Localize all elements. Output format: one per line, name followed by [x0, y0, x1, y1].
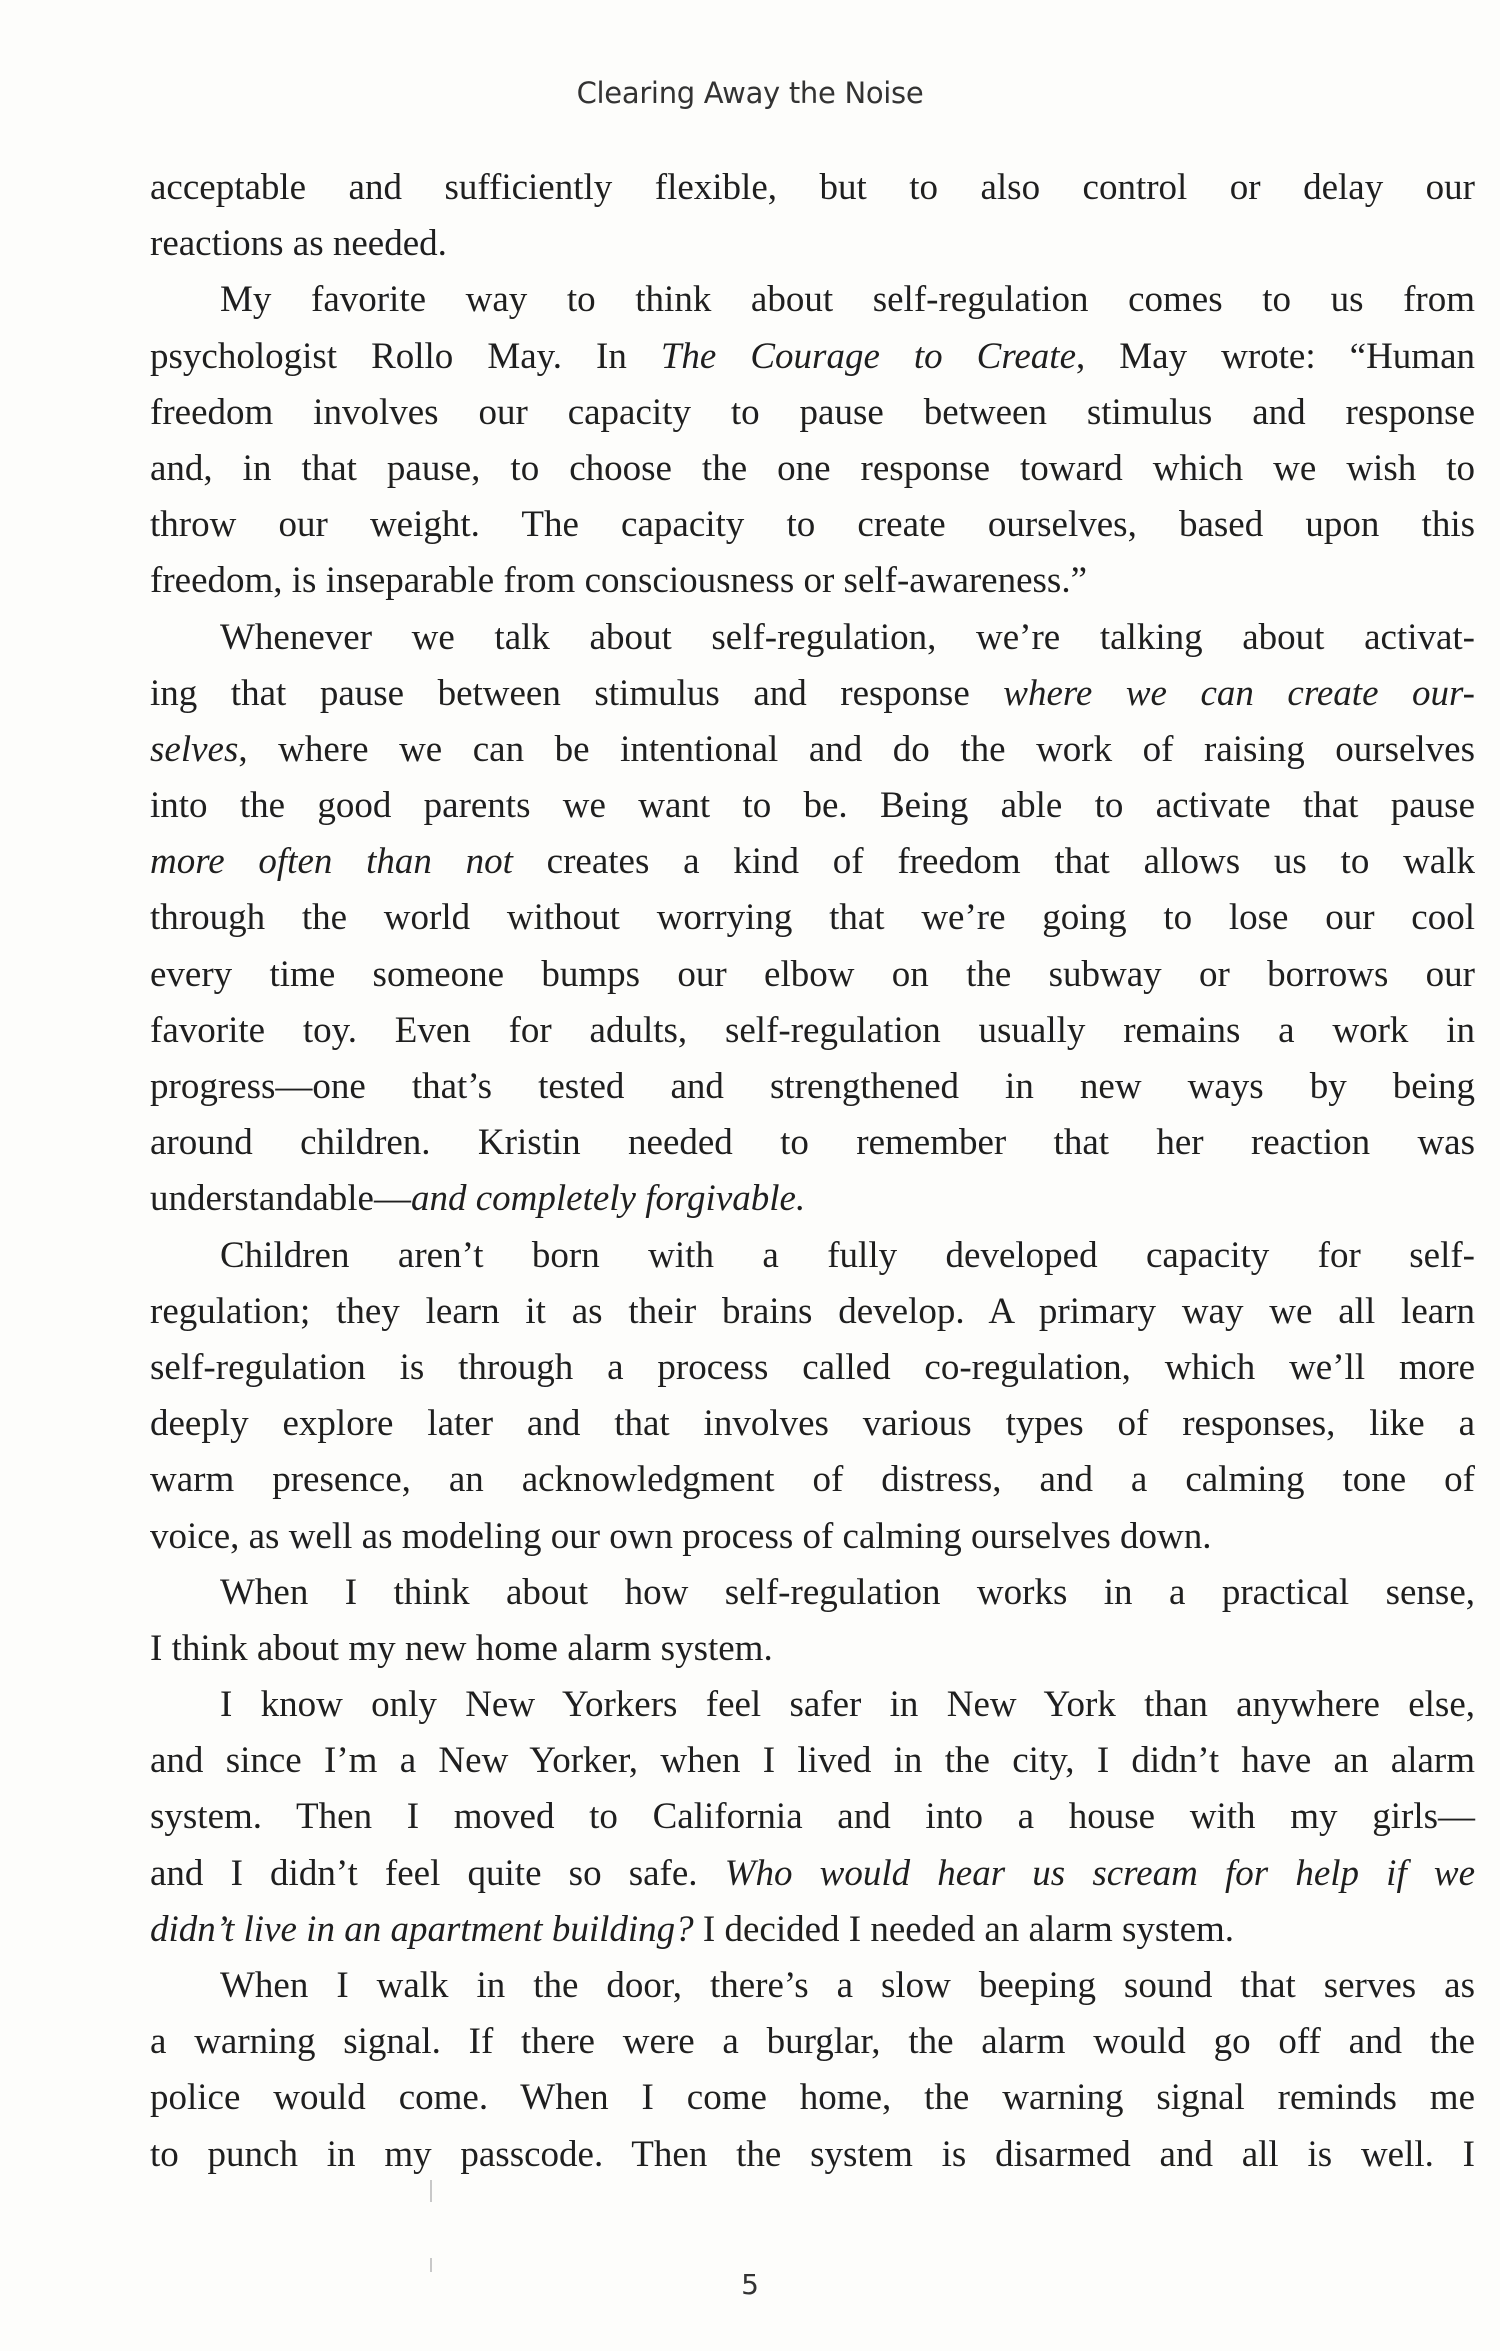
text-segment: When I walk in the door, there’s a slow beeping sound that serves as [220, 1965, 1475, 2006]
text-line [150, 722, 1475, 778]
text-segment: through the world without worrying that we’re going to lose our cool [150, 897, 1475, 939]
text-line [150, 553, 1475, 609]
text-line [150, 1171, 1475, 1227]
text-segment: I decided I needed an alarm system. [693, 1908, 1235, 1950]
text-segment: into the good parents we want to be. Being able to activate that pause [150, 785, 1475, 827]
text-segment: regulation; they learn it as their brains develop. A primary way we all learn [150, 1290, 1475, 1332]
text-line [150, 1284, 1475, 1340]
text-segment: system. Then I moved to California and into a house with my girls— [150, 1796, 1475, 1838]
text-line [150, 890, 1475, 946]
italic-text: where we can create our- [1003, 672, 1475, 714]
text-segment: around children. Kristin needed to remember that her reaction was [150, 1122, 1475, 1164]
text-line [150, 666, 1475, 722]
text-line [150, 2070, 1475, 2126]
text-segment: Whenever we talk about self-regulation, we’re talking about activat- [220, 616, 1475, 658]
text-segment: self-regulation is through a process called co-regulation, which we’ll more [150, 1346, 1475, 1388]
text-line [150, 834, 1475, 890]
italic-text: Who would hear us scream for help if we [724, 1852, 1475, 1894]
text-segment: and, in that pause, to choose the one response toward which we wish to [150, 447, 1475, 489]
italic-text: The Courage to Create [660, 335, 1077, 377]
text-line [150, 1509, 1475, 1565]
text-segment: , where we can be intentional and do the work of raising ourselves [238, 728, 1475, 770]
text-line [150, 1565, 1475, 1621]
text-line [150, 1677, 1475, 1733]
text-line [150, 216, 1475, 272]
text-segment: My favorite way to think about self-regulation comes to us from [220, 279, 1475, 321]
italic-text: selves [150, 728, 239, 770]
text-line [150, 329, 1475, 385]
text-segment: every time someone bumps our elbow on the subway or borrows our [150, 953, 1475, 995]
text-segment: When I think about how self-regulation works in a practical sense, [220, 1571, 1475, 1613]
text-segment: ing that pause between stimulus and response [150, 672, 1004, 714]
text-segment: psychologist Rollo May. In [150, 335, 661, 377]
text-line [150, 441, 1475, 497]
text-line [150, 1621, 1475, 1677]
text-segment: understandable— [150, 1178, 411, 1220]
text-line [150, 778, 1475, 834]
text-line [150, 1396, 1475, 1452]
text-line [150, 1958, 1475, 2014]
text-line [150, 1340, 1475, 1396]
text-line [150, 160, 1475, 216]
running-head: Clearing Away the Noise [576, 76, 924, 110]
text-line [150, 385, 1475, 441]
text-segment: deeply explore later and that involves various types of responses, like a [150, 1403, 1475, 1445]
text-line [150, 1789, 1475, 1845]
paragraph [150, 1228, 1475, 1565]
text-segment: I know only New Yorkers feel safer in New York than anywhere else, [220, 1684, 1475, 1726]
text-segment: throw our weight. The capacity to create ourselves, based upon this [150, 504, 1475, 546]
text-line [150, 1733, 1475, 1789]
text-segment: a warning signal. If there were a burglar, the alarm would go off and the [150, 2021, 1475, 2063]
text-segment: progress—one that’s tested and strengthened in new ways by being [150, 1066, 1475, 1107]
body-text [150, 160, 1475, 2183]
text-line [150, 497, 1475, 553]
paragraph [150, 1565, 1475, 1677]
italic-text: more often than not [150, 841, 513, 883]
text-line [150, 2014, 1475, 2070]
paragraph [150, 160, 1475, 272]
paragraph [150, 272, 1475, 609]
text-segment: creates a kind of freedom that allows us to walk [512, 841, 1475, 883]
text-line [150, 1452, 1475, 1508]
text-segment: acceptable and sufficiently flexible, but to also control or delay our [150, 167, 1475, 208]
page-number: 5 [741, 2268, 759, 2301]
text-line [150, 1228, 1475, 1284]
text-segment: to punch in my passcode. Then the system is disarmed and all is well. I [150, 2133, 1475, 2175]
text-segment: freedom, is inseparable from consciousness or self-awareness.” [150, 560, 1087, 602]
text-line [150, 2127, 1475, 2183]
text-line [150, 947, 1475, 1003]
text-segment: reactions as needed. [150, 223, 447, 265]
text-segment: warm presence, an acknowledgment of distress, and a calming tone of [150, 1459, 1475, 1501]
italic-text: didn’t live in an apartment building? [150, 1908, 694, 1950]
text-line [150, 272, 1475, 328]
text-segment: favorite toy. Even for adults, self-regulation usually remains a work in [150, 1009, 1475, 1051]
scan-artifact [430, 2180, 432, 2202]
text-segment: voice, as well as modeling our own process of calming ourselves down. [150, 1515, 1212, 1557]
text-segment: and since I’m a New Yorker, when I lived in the city, I didn’t have an alarm [150, 1740, 1475, 1782]
text-line [150, 1115, 1475, 1171]
text-segment: police would come. When I come home, the warning signal reminds me [150, 2077, 1475, 2119]
text-line [150, 1059, 1475, 1115]
paragraph [150, 1677, 1475, 1958]
text-line [150, 1846, 1475, 1902]
text-segment: Children aren’t born with a fully developed capacity for self- [220, 1234, 1475, 1276]
text-segment: and I didn’t feel quite so safe. [150, 1852, 725, 1894]
italic-text: and completely forgivable. [410, 1178, 806, 1220]
text-segment: , May wrote: “Human [1076, 335, 1475, 377]
text-line [150, 1003, 1475, 1059]
text-segment: I think about my new home alarm system. [150, 1627, 773, 1669]
paragraph [150, 610, 1475, 1228]
text-segment: freedom involves our capacity to pause between stimulus and response [150, 391, 1475, 433]
text-line [150, 610, 1475, 666]
paragraph [150, 1958, 1475, 2183]
text-line [150, 1902, 1475, 1958]
